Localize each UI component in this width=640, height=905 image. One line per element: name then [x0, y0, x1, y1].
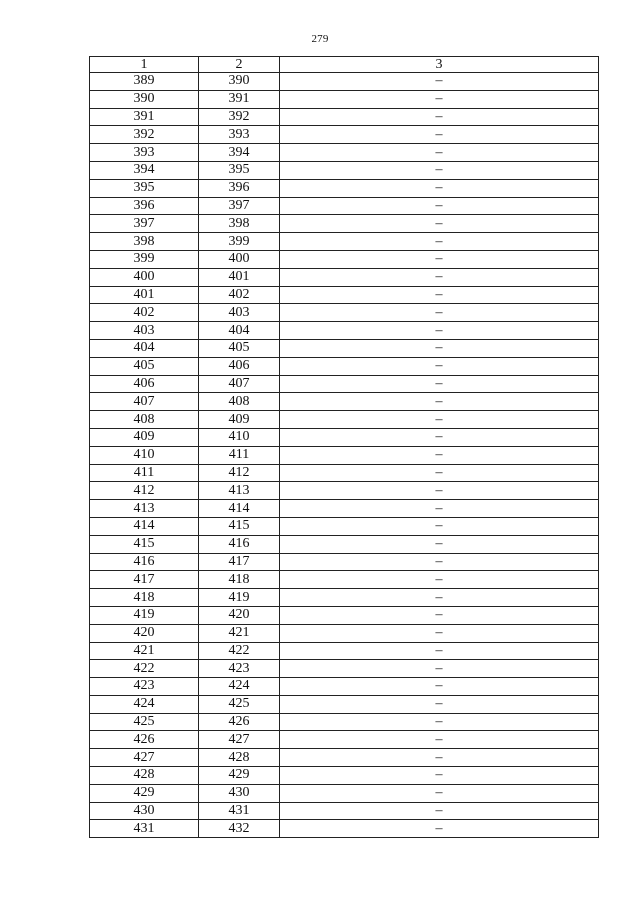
table-row — [90, 589, 599, 607]
table-cell-col-2: 391 — [199, 90, 280, 108]
table-cell-col-2: 415 — [199, 517, 280, 535]
table-cell-col-2: 417 — [199, 553, 280, 571]
table-cell-col-2: 392 — [199, 108, 280, 126]
table-cell-col-2: 394 — [199, 144, 280, 162]
table-cell-col-1: 397 — [90, 215, 199, 233]
table-cell-col-1: 425 — [90, 713, 199, 731]
table-cell-col-3: – — [280, 375, 599, 393]
table-cell-col-3: – — [280, 535, 599, 553]
table-cell-col-2: 416 — [199, 535, 280, 553]
table-cell-col-3: – — [280, 446, 599, 464]
table-row — [90, 624, 599, 642]
table-row — [90, 517, 599, 535]
table-cell-col-3: – — [280, 517, 599, 535]
table-row — [90, 411, 599, 429]
table-row — [90, 304, 599, 322]
table-cell-col-3: – — [280, 731, 599, 749]
table-row — [90, 749, 599, 767]
table-cell-col-3: – — [280, 500, 599, 518]
table-row — [90, 126, 599, 144]
table-row — [90, 553, 599, 571]
table-cell-col-2: 425 — [199, 695, 280, 713]
table-cell-col-2: 424 — [199, 678, 280, 696]
table-cell-col-2: 421 — [199, 624, 280, 642]
table-row — [90, 571, 599, 589]
table-cell-col-3: – — [280, 571, 599, 589]
table-cell-col-3: – — [280, 268, 599, 286]
table-cell-col-2: 401 — [199, 268, 280, 286]
table-cell-col-2: 404 — [199, 322, 280, 340]
table-cell-col-2: 405 — [199, 339, 280, 357]
table-cell-col-1: 413 — [90, 500, 199, 518]
table-row — [90, 767, 599, 785]
table-cell-col-2: 414 — [199, 500, 280, 518]
table-cell-col-1: 421 — [90, 642, 199, 660]
table-row — [90, 678, 599, 696]
table-row — [90, 322, 599, 340]
table-cell-col-1: 431 — [90, 820, 199, 838]
table-row — [90, 695, 599, 713]
table-cell-col-1: 415 — [90, 535, 199, 553]
column-header-2: 2 — [199, 57, 280, 73]
table-cell-col-1: 400 — [90, 268, 199, 286]
table-cell-col-3: – — [280, 482, 599, 500]
table-cell-col-3: – — [280, 250, 599, 268]
table-cell-col-3: – — [280, 784, 599, 802]
table-cell-col-2: 420 — [199, 606, 280, 624]
table-cell-col-1: 405 — [90, 357, 199, 375]
table-cell-col-2: 413 — [199, 482, 280, 500]
table-cell-col-2: 428 — [199, 749, 280, 767]
table-cell-col-3: – — [280, 357, 599, 375]
table-body — [90, 73, 599, 838]
table-row — [90, 428, 599, 446]
table-cell-col-2: 406 — [199, 357, 280, 375]
table-cell-col-1: 422 — [90, 660, 199, 678]
table-cell-col-1: 408 — [90, 411, 199, 429]
table-cell-col-3: – — [280, 411, 599, 429]
table-cell-col-3: – — [280, 553, 599, 571]
table-row — [90, 446, 599, 464]
table-cell-col-3: – — [280, 161, 599, 179]
table-row — [90, 268, 599, 286]
table-cell-col-2: 410 — [199, 428, 280, 446]
table-cell-col-3: – — [280, 820, 599, 838]
table-row — [90, 73, 599, 91]
table-cell-col-1: 401 — [90, 286, 199, 304]
table-cell-col-1: 390 — [90, 90, 199, 108]
table-row — [90, 90, 599, 108]
table-cell-col-2: 431 — [199, 802, 280, 820]
table-row — [90, 731, 599, 749]
table-cell-col-3: – — [280, 339, 599, 357]
table-cell-col-3: – — [280, 126, 599, 144]
table-cell-col-2: 403 — [199, 304, 280, 322]
table-cell-col-1: 418 — [90, 589, 199, 607]
column-header-1: 1 — [90, 57, 199, 73]
table-row — [90, 500, 599, 518]
table-cell-col-3: – — [280, 749, 599, 767]
table-row — [90, 660, 599, 678]
table-cell-col-3: – — [280, 393, 599, 411]
table-cell-col-1: 404 — [90, 339, 199, 357]
column-header-3: 3 — [280, 57, 599, 73]
table-cell-col-3: – — [280, 233, 599, 251]
table-cell-col-2: 408 — [199, 393, 280, 411]
table-cell-col-2: 407 — [199, 375, 280, 393]
table-cell-col-1: 416 — [90, 553, 199, 571]
table-cell-col-1: 402 — [90, 304, 199, 322]
table-cell-col-3: – — [280, 802, 599, 820]
table-cell-col-2: 409 — [199, 411, 280, 429]
table-cell-col-1: 399 — [90, 250, 199, 268]
table-cell-col-1: 396 — [90, 197, 199, 215]
table-cell-col-1: 392 — [90, 126, 199, 144]
table-cell-col-1: 420 — [90, 624, 199, 642]
table-cell-col-2: 397 — [199, 197, 280, 215]
table-cell-col-2: 422 — [199, 642, 280, 660]
table-cell-col-2: 396 — [199, 179, 280, 197]
table-cell-col-1: 395 — [90, 179, 199, 197]
table-row — [90, 161, 599, 179]
table-cell-col-1: 410 — [90, 446, 199, 464]
table-cell-col-3: – — [280, 197, 599, 215]
table-cell-col-1: 391 — [90, 108, 199, 126]
table-row — [90, 802, 599, 820]
table-cell-col-3: – — [280, 90, 599, 108]
table-cell-col-1: 429 — [90, 784, 199, 802]
table-cell-col-3: – — [280, 428, 599, 446]
table-cell-col-1: 409 — [90, 428, 199, 446]
table-row — [90, 535, 599, 553]
table-cell-col-3: – — [280, 304, 599, 322]
table-row — [90, 197, 599, 215]
table-row — [90, 375, 599, 393]
table-cell-col-3: – — [280, 322, 599, 340]
table-cell-col-1: 398 — [90, 233, 199, 251]
table-row — [90, 606, 599, 624]
table-cell-col-1: 406 — [90, 375, 199, 393]
table-cell-col-3: – — [280, 678, 599, 696]
table-cell-col-1: 423 — [90, 678, 199, 696]
table-cell-col-2: 430 — [199, 784, 280, 802]
table-row — [90, 820, 599, 838]
table-cell-col-2: 427 — [199, 731, 280, 749]
table-cell-col-2: 395 — [199, 161, 280, 179]
table-cell-col-3: – — [280, 179, 599, 197]
table-cell-col-3: – — [280, 464, 599, 482]
table-cell-col-2: 423 — [199, 660, 280, 678]
table-cell-col-1: 403 — [90, 322, 199, 340]
table-cell-col-3: – — [280, 713, 599, 731]
table-row — [90, 393, 599, 411]
table-cell-col-3: – — [280, 642, 599, 660]
table-cell-col-1: 412 — [90, 482, 199, 500]
table-cell-col-3: – — [280, 589, 599, 607]
table-cell-col-2: 432 — [199, 820, 280, 838]
table-row — [90, 642, 599, 660]
table-cell-col-1: 389 — [90, 73, 199, 91]
table-cell-col-3: – — [280, 767, 599, 785]
table-cell-col-1: 430 — [90, 802, 199, 820]
table-cell-col-1: 426 — [90, 731, 199, 749]
table-row — [90, 784, 599, 802]
table-row — [90, 713, 599, 731]
table-cell-col-2: 418 — [199, 571, 280, 589]
table-cell-col-3: – — [280, 286, 599, 304]
table-cell-col-1: 414 — [90, 517, 199, 535]
table-cell-col-3: – — [280, 660, 599, 678]
table-cell-col-3: – — [280, 606, 599, 624]
table-cell-col-1: 428 — [90, 767, 199, 785]
table-cell-col-2: 393 — [199, 126, 280, 144]
table-row — [90, 144, 599, 162]
table-cell-col-3: – — [280, 624, 599, 642]
table-row — [90, 250, 599, 268]
table-row — [90, 464, 599, 482]
table-cell-col-1: 417 — [90, 571, 199, 589]
table-cell-col-1: 419 — [90, 606, 199, 624]
table-row — [90, 286, 599, 304]
table-cell-col-1: 411 — [90, 464, 199, 482]
table-cell-col-2: 419 — [199, 589, 280, 607]
page-number: 279 — [311, 33, 329, 45]
table-cell-col-2: 399 — [199, 233, 280, 251]
table-cell-col-1: 393 — [90, 144, 199, 162]
table-cell-col-3: – — [280, 695, 599, 713]
data-table — [89, 56, 599, 838]
table-cell-col-2: 402 — [199, 286, 280, 304]
table-cell-col-1: 424 — [90, 695, 199, 713]
table-row — [90, 357, 599, 375]
table-row — [90, 215, 599, 233]
table-row — [90, 179, 599, 197]
header-row — [90, 57, 599, 73]
table-cell-col-1: 427 — [90, 749, 199, 767]
table-cell-col-2: 400 — [199, 250, 280, 268]
table-cell-col-3: – — [280, 215, 599, 233]
table-header — [90, 57, 599, 73]
table-cell-col-2: 426 — [199, 713, 280, 731]
table-cell-col-2: 412 — [199, 464, 280, 482]
table-cell-col-3: – — [280, 73, 599, 91]
table-row — [90, 482, 599, 500]
table-cell-col-2: 411 — [199, 446, 280, 464]
table-cell-col-3: – — [280, 144, 599, 162]
table-cell-col-2: 429 — [199, 767, 280, 785]
table-cell-col-2: 398 — [199, 215, 280, 233]
table-row — [90, 339, 599, 357]
table-row — [90, 108, 599, 126]
table-cell-col-1: 407 — [90, 393, 199, 411]
table-cell-col-3: – — [280, 108, 599, 126]
table-cell-col-2: 390 — [199, 73, 280, 91]
table-cell-col-1: 394 — [90, 161, 199, 179]
table-row — [90, 233, 599, 251]
